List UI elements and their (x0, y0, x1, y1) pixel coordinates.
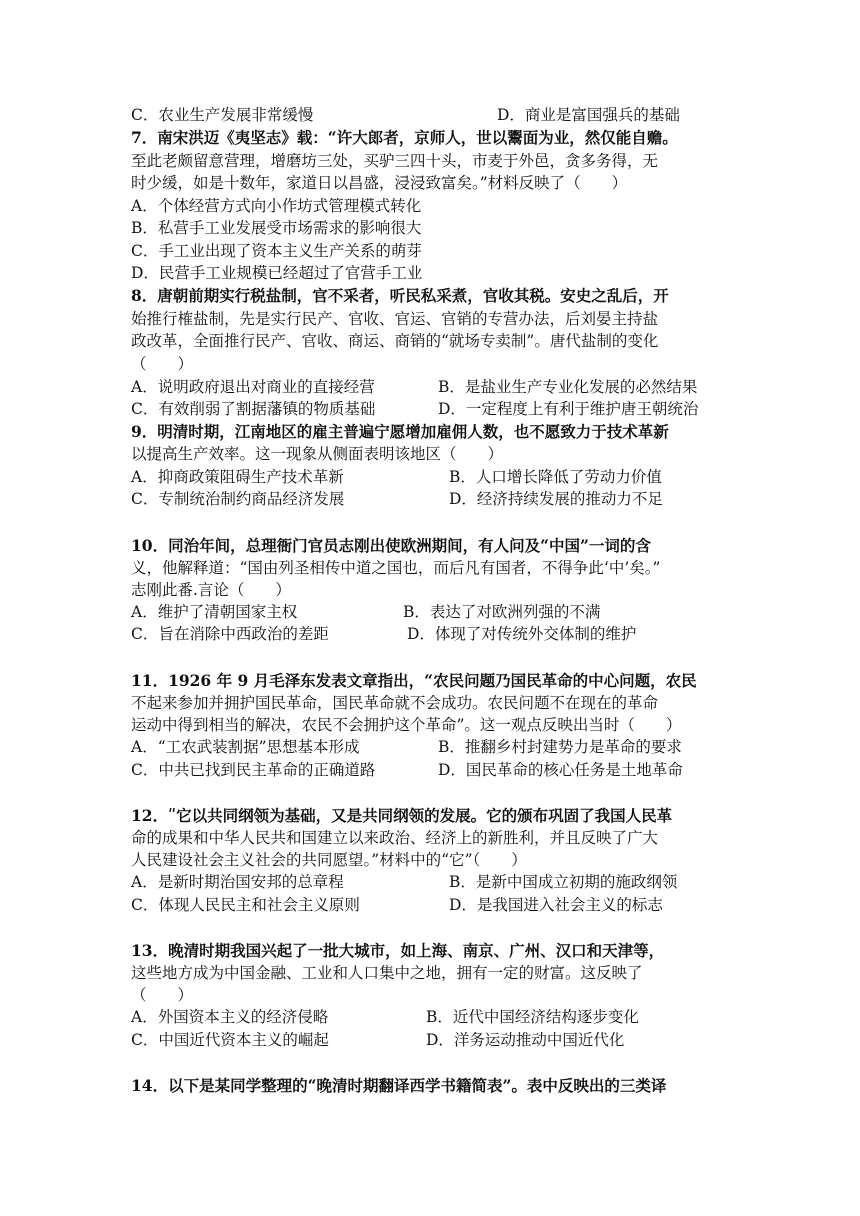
question-11-stem-cont: 运动中得到相当的解决，农民不会拥护这个革命”。这一观点反映出当时（ ） (131, 716, 682, 734)
question-8-option-b: B．是盐业生产专业化发展的必然结果 (438, 378, 698, 396)
question-10-stem-cont: 志刚此番.言论（ ） (131, 581, 291, 599)
question-9-options-cd (131, 488, 663, 510)
question-10-option-a: A．维护了清朝国家主权 (131, 603, 298, 621)
question-13-option-b: B．近代中国经济结构逐步变化 (426, 1008, 639, 1026)
question-7-stem: 7．南宋洪迈《夷坚志》载：“许大郎者，京师人，世以鬻面为业，然仅能自赡。 (131, 128, 678, 147)
question-12-options-ab (131, 871, 678, 893)
question-11-stem: 11．1926 年 9 月毛泽东发表文章指出，“农民问题乃国民革命的中心问题，农民 (131, 671, 697, 690)
question-7-option-d: D．民营手工业规模已经超过了官营手工业 (131, 264, 423, 282)
question-9-option-b: B．人口增长降低了劳动力价值 (449, 468, 662, 486)
question-8-stem: 8．唐朝前期实行税盐制，官不采者，听民私采煮，官收其税。安史之乱后，开 (131, 286, 669, 305)
question-8-options-cd (131, 398, 699, 420)
question-12-stem-cont: 人民建设社会主义社会的共同愿望。”材料中的“它”（ ） (131, 851, 527, 869)
option-line (131, 104, 680, 126)
question-11-option-a: A．“工农武装割据”思想基本形成 (131, 738, 360, 756)
question-11-option-b: B．推翻乡村封建势力是革命的要求 (438, 738, 682, 756)
question-8-option-d: D．一定程度上有利于维护唐王朝统治 (438, 400, 699, 418)
question-10-options-cd (131, 623, 637, 645)
question-7-stem-cont: 至此老颇留意营理，增磨坊三处，买驴三四十头，市麦于外邑，贪多务得，无 (131, 152, 659, 170)
question-9-option-d: D．经济持续发展的推动力不足 (449, 490, 663, 508)
question-11-options-cd (131, 759, 683, 781)
option-c: C．农业生产发展非常缓慢 (131, 106, 314, 124)
question-8-option-c: C．有效削弱了割据藩镇的物质基础 (131, 400, 376, 418)
question-11-options-ab (131, 736, 682, 758)
question-10-options-ab (131, 601, 601, 623)
question-10-stem-cont: 义，他解释道：“国由列圣相传中道之国也，而后凡有国者，不得争此‘中’矣。” (131, 559, 661, 577)
option-d: D．商业是富国强兵的基础 (497, 106, 680, 124)
question-13-blank: （ ） (131, 986, 194, 1004)
question-7-option-a: A．个体经营方式向小作坊式管理模式转化 (131, 197, 422, 215)
question-12-option-b: B．是新中国成立初期的施政纲领 (449, 873, 678, 891)
question-12-option-d: D．是我国进入社会主义的标志 (449, 896, 663, 914)
question-12-options-cd (131, 894, 663, 916)
question-8-option-a: A．说明政府退出对商业的直接经营 (131, 378, 375, 396)
question-7-stem-cont: 时少缓，如是十数年，家道日以昌盛，浸浸致富矣。”材料反映了（ ） (131, 174, 628, 192)
question-11-option-d: D．国民革命的核心任务是土地革命 (438, 761, 683, 779)
question-7-option-c: C．手工业出现了资本主义生产关系的萌芽 (131, 242, 422, 260)
question-9-option-a: A．抑商政策阻碍生产技术革新 (131, 468, 344, 486)
question-12-stem: 12．ʺ它以共同纲领为基础，又是共同纲领的发展。它的颁布巩固了我国人民革 (131, 806, 673, 825)
question-8-blank: （ ） (131, 355, 194, 373)
question-13-stem-cont: 这些地方成为中国金融、工业和人口集中之地，拥有一定的财富。这反映了 (131, 964, 643, 982)
question-13-option-a: A．外国资本主义的经济侵略 (131, 1008, 329, 1026)
question-9-options-ab (131, 466, 662, 488)
question-14-stem: 14．以下是某同学整理的“晚清时期翻译西学书籍简表”。表中反映出的三类译 (131, 1076, 667, 1095)
question-10-option-d: D．体现了对传统外交体制的维护 (407, 625, 637, 643)
question-12-option-c: C．体现人民民主和社会主义原则 (131, 896, 360, 914)
question-9-stem-cont: 以提高生产效率。这一现象从侧面表明该地区（ ） (131, 445, 504, 463)
question-7-option-b: B．私营手工业发展受市场需求的影响很大 (131, 219, 422, 237)
question-9-option-c: C．专制统治制约商品经济发展 (131, 490, 345, 508)
question-13-option-c: C．中国近代资本主义的崛起 (131, 1031, 329, 1049)
question-10-stem: 10．同治年间，总理衙门官员志刚出使欧洲期间，有人问及“中国”一词的含 (131, 536, 651, 555)
question-13-option-d: D．洋务运动推动中国近代化 (426, 1031, 625, 1049)
question-10-option-c: C．旨在消除中西政治的差距 (131, 625, 329, 643)
question-12-option-a: A．是新时期治国安邦的总章程 (131, 873, 344, 891)
question-13-options-cd (131, 1029, 625, 1051)
question-10-option-b: B．表达了对欧洲列强的不满 (403, 603, 601, 621)
question-12-stem-cont: 命的成果和中华人民共和国建立以来政治、经济上的新胜利，并且反映了广大 (131, 829, 659, 847)
question-8-options-ab (131, 376, 698, 398)
question-13-stem: 13．晚清时期我国兴起了一批大城市，如上海、南京、广州、汉口和天津等， (131, 941, 665, 960)
question-11-option-c: C．中共已找到民主革命的正确道路 (131, 761, 376, 779)
question-11-stem-cont: 不起来参加并拥护国民革命，国民革命就不会成功。农民问题不在现在的革命 (131, 694, 659, 712)
question-8-stem-cont: 政改革，全面推行民产、官收、商运、商销的“就场专卖制”。唐代盐制的变化 (131, 332, 659, 350)
question-9-stem: 9．明清时期，江南地区的雇主普遍宁愿增加雇佣人数，也不愿致力于技术革新 (131, 422, 669, 441)
question-8-stem-cont: 始推行榷盐制，先是实行民产、官收、官运、官销的专营办法，后刘晏主持盐 (131, 310, 659, 328)
question-13-options-ab (131, 1006, 639, 1028)
